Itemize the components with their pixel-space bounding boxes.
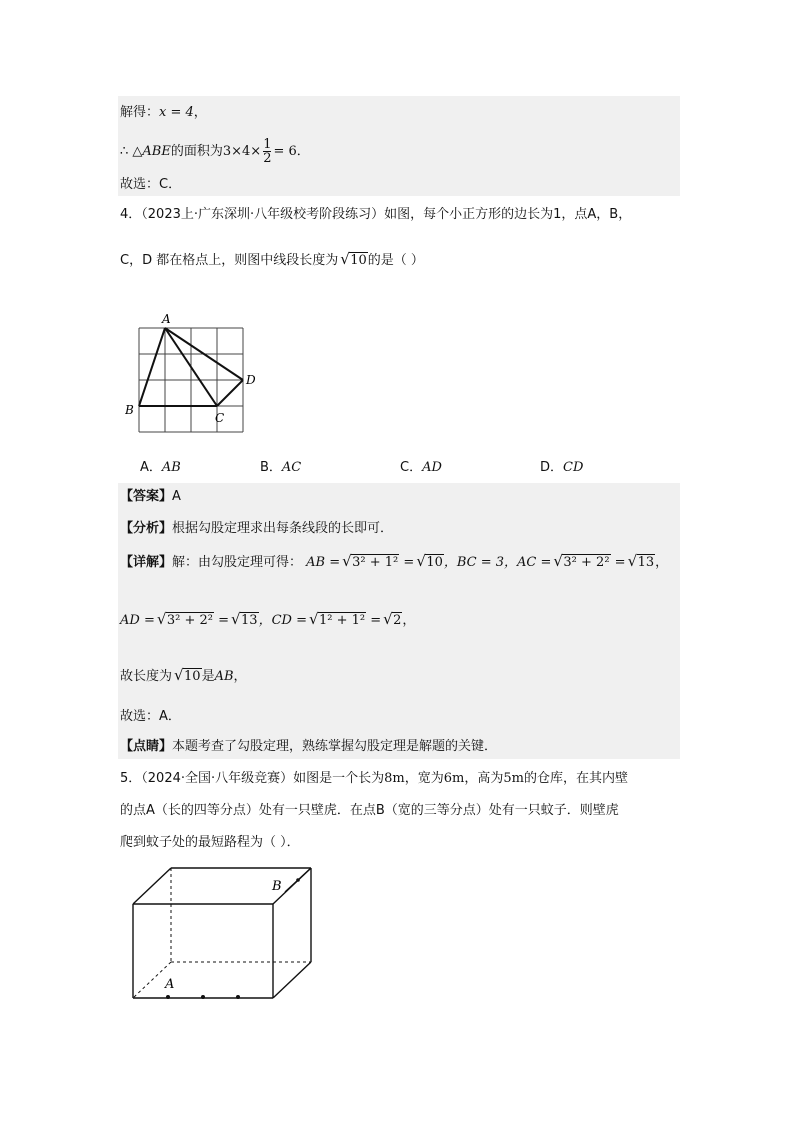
q4-choice: 故选：A． — [120, 709, 181, 724]
q4-grid-figure — [125, 308, 265, 438]
q5-stem-line3: 爬到蚊子处的最短路程为（ ）． — [120, 835, 300, 850]
q4-label-a: A — [162, 312, 171, 326]
q5-stem-line1: 5．（2024·全国·八年级竞赛）如图是一个长为8m，宽为6m，高为5m的仓库，在其内壁 — [120, 771, 628, 786]
q5-box-figure — [125, 860, 325, 1005]
q5-label-b: B — [272, 879, 282, 894]
q4-answer: 【答案】A — [120, 489, 181, 504]
q4-ad-cd-line: AD =√ 3² + 2² =√ 13，CD =√ 1² + 1² =√ 2， — [120, 612, 415, 630]
q4-option-a[interactable]: A．AB — [140, 460, 181, 475]
prev-solve-line: 解得：x = 4， — [120, 105, 207, 120]
q4-label-b: B — [125, 403, 134, 417]
prev-area-line: ∴ △ABE的面积为3×4× $\frac{1}{2}$ = 6． — [120, 137, 310, 166]
q4-stem-line2: C，D 都在格点上，则图中线段长度为√ 10的是（ ） — [120, 252, 424, 270]
q4-option-c[interactable]: C．AD — [400, 460, 442, 475]
q5-label-a: A — [165, 977, 175, 992]
q4-detail-line: 【详解】解：由勾股定理可得： AB =√ 3² + 1² =√ 10，BC = 3，AC =√ 3² + 2² =√ 13， — [120, 554, 668, 572]
prev-choice: 故选：C． — [120, 177, 182, 192]
q4-label-d: D — [246, 373, 256, 387]
q4-option-d[interactable]: D．CD — [540, 460, 584, 475]
q4-stem-line1: 4．（2023上·广东深圳·八年级校考阶段练习）如图，每个小正方形的边长为1，点A，B， — [120, 207, 632, 222]
q4-analysis: 【分析】根据勾股定理求出每条线段的长即可． — [120, 521, 394, 536]
q4-comment: 【点睛】本题考查了勾股定理，熟练掌握勾股定理是解题的关键． — [120, 739, 498, 754]
q4-option-b[interactable]: B．AC — [260, 460, 302, 475]
q4-label-c: C — [215, 411, 225, 425]
q4-conclusion: 故长度为√ 10是AB， — [120, 668, 247, 686]
q5-stem-line2: 的点A（长的四等分点）处有一只壁虎．在点B（宽的三等分点）处有一只蚊子．则壁虎 — [120, 803, 619, 818]
